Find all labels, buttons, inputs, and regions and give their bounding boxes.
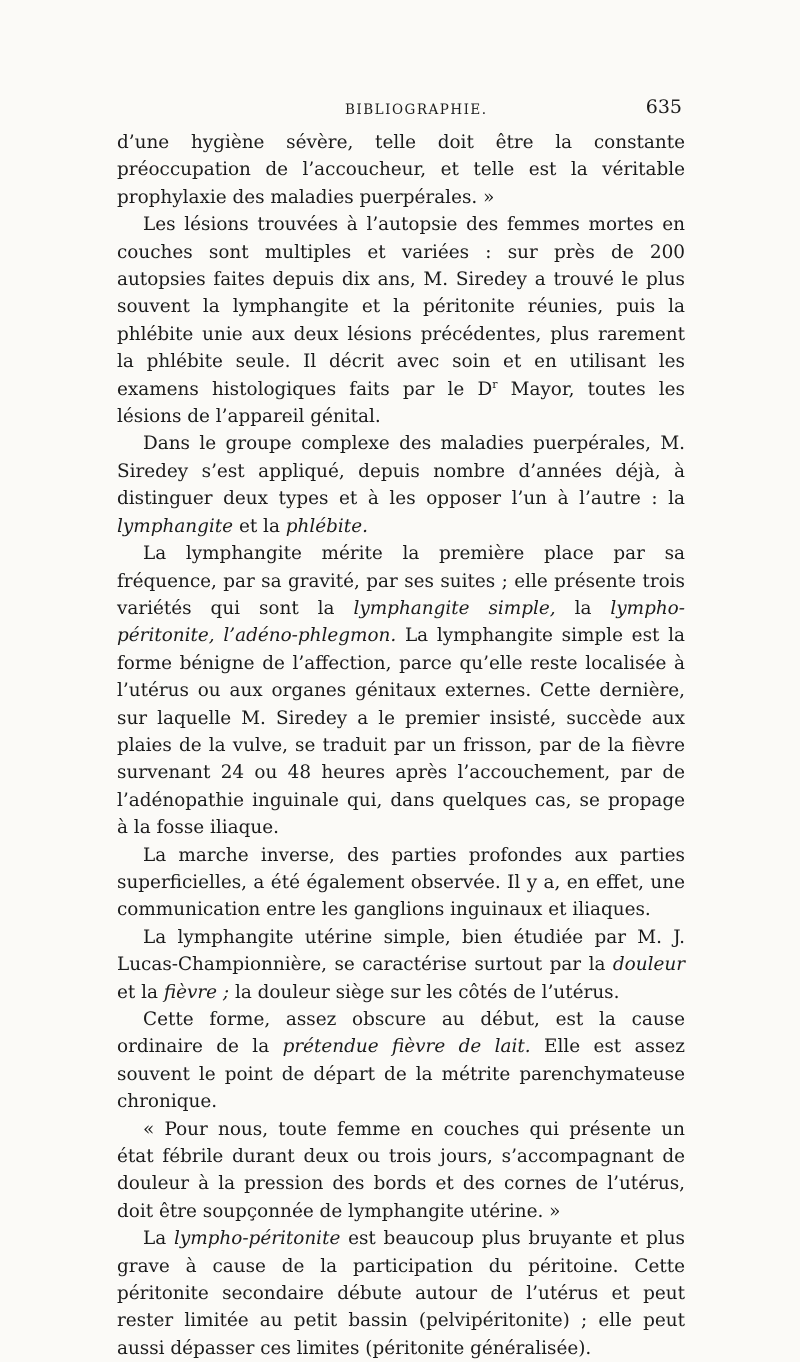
running-head: [0, 96, 800, 122]
running-title: BIBLIOGRAPHIE.: [345, 102, 488, 118]
page-number: 635: [645, 96, 682, 118]
paragraph-marche-inverse: La marche inverse, des parties profondes aux parties superficielles, a été également observée. Il y a, en effet, une communication entre les ganglions inguinaux et iliaques.: [117, 844, 685, 921]
paragraph-quote: « Pour nous, toute femme en couches qui présente un état fébrile durant deux ou trois jours, s’accompagnant de douleur à la pression des bords et des cornes de l’utérus, doit être soupçonnée de lymphangite utérine. »: [117, 1118, 685, 1222]
paragraph-lymphangite-uterine: La lymphangite utérine simple, bien étudiée par M. J. Lucas-Championnière, se caractérise surtout par la douleur et la fièvre ; la douleur siège sur les côtés de l’utérus.: [117, 926, 685, 1003]
paragraph-continued: d’une hygiène sévère, telle doit être la constante préoccupation de l’accoucheur, et telle est la véritable prophylaxie des maladies puerpérales. »: [117, 132, 685, 208]
paragraph-two-types: Dans le groupe complexe des maladies puerpérales, M. Siredey s’est appliqué, depuis nombre d’années déjà, à distinguer deux types et à les opposer l’un à l’autre : la lymphangite et la phlébite.: [117, 433, 685, 537]
paragraph-autopsy-lesions: Les lésions trouvées à l’autopsie des femmes mortes en couches sont multiples et variées : sur près de 200 autopsies faites depuis dix ans, M. Siredey a trouvé le plus souvent la lymphangite et la péritonite réunies, puis la phlébite unie aux deux lésions précédentes, plus rarement la phlébite seule. Il décrit avec soin et en utilisant les examens histologiques faits par le $D^r$ Mayor, toutes les lésions de l’appareil génital.: [117, 214, 685, 428]
paragraph-fievre-de-lait: Cette forme, assez obscure au début, est la cause ordinaire de la prétendue fièvre de lait. Elle est assez souvent le point de départ de la métrite parenchymateuse chronique.: [117, 1009, 685, 1113]
paragraph-lymphangite: La lymphangite mérite la première place par sa fréquence, par sa gravité, par ses suites ; elle présente trois variétés qui sont la lymphangite simple, la lympho-péritonite, l’adéno-phlegmon. La lymphangite simple est la forme bénigne de l’affection, parce qu’elle reste localisée à l’utérus ou aux organes génitaux externes. Cette dernière, sur laquelle M. Siredey a le premier insisté, succède aux plaies de la vulve, se traduit par un frisson, par de la fièvre survenant 24 ou 48 heures après l’accouchement, par de l’adénopathie inguinale qui, dans quelques cas, se propage à la fosse iliaque.: [117, 543, 685, 839]
body-text: [117, 129, 685, 1362]
paragraph-lympho-peritonite: La lympho-péritonite est beaucoup plus bruyante et plus grave à cause de la participation du péritoine. Cette péritonite secondaire débute autour de l’utérus et peut rester limitée au petit bassin (pelvipéritonite) ; elle peut aussi dépasser ces limites (péritonite généralisée).: [117, 1228, 685, 1359]
